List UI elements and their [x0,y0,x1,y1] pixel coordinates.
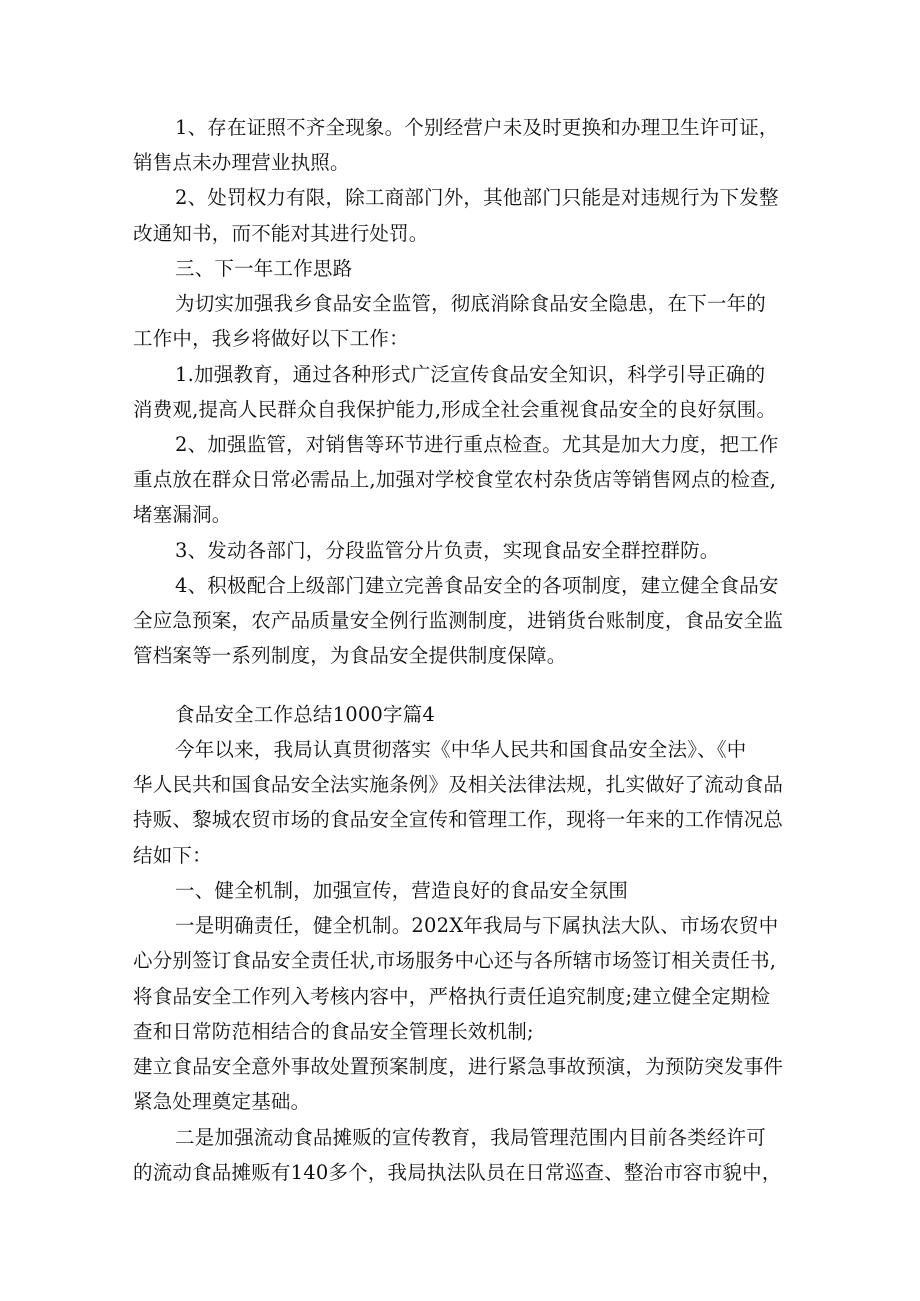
paragraph-line: 堵塞漏洞。 [133,503,232,526]
paragraph-line: 紧急处理奠定基础。 [133,1090,311,1113]
paragraph-line: 2、处罚权力有限，除工商部门外，其他部门只能是对违规行为下发整 [175,186,779,209]
paragraph-line: 1.加强教育，通过各种形式广泛宣传食品安全知识，科学引导正确的 [175,363,766,386]
paragraph-line: 查和日常防范相结合的食品安全管理长效机制; [133,1020,534,1043]
paragraph-line: 销售点未办理营业执照。 [133,151,350,174]
paragraph-line: 心分别签订食品安全责任状,市场服务中心还与各所辖市场签订相关责任书, [133,949,777,972]
paragraph-line: 3、发动各部门，分段监管分片负责，实现食品安全群控群防。 [175,539,720,562]
paragraph-line: 二是加强流动食品摊贩的宣传教育，我局管理范围内目前各类经许可 [175,1126,767,1149]
paragraph-line: 持贩、黎城农贸市场的食品安全宣传和管理工作，现将一年来的工作情况总 [133,808,784,831]
paragraph-line: 为切实加强我乡食品安全监管，彻底消除食品安全隐患，在下一年的 [175,292,767,315]
paragraph-line: 的流动食品摊贩有140多个，我局执法队员在日常巡查、整治市容市貌中， [133,1161,782,1184]
paragraph-line: 2、加强监管，对销售等环节进行重点检查。尤其是加大力度，把工作 [175,433,779,456]
paragraph-line: 华人民共和国食品安全法实施条例》及相关法律法规，扎实做好了流动食品 [133,773,784,796]
paragraph-line: 将食品安全工作列入考核内容中，严格执行责任追究制度;建立健全定期检 [133,985,771,1008]
article-title: 食品安全工作总结1000字篇4 [175,703,436,726]
section-heading: 一、健全机制，加强宣传，营造良好的食品安全氛围 [175,879,629,902]
paragraph-line: 今年以来，我局认真贯彻落实《中华人民共和国食品安全法》、《中 [175,738,747,761]
paragraph-line: 消费观,提高人民群众自我保护能力,形成全社会重视食品安全的良好氛围。 [133,398,777,421]
paragraph-line: 改通知书，而不能对其进行处罚。 [133,222,429,245]
section-heading: 三、下一年工作思路 [175,257,353,280]
paragraph-line: 重点放在群众日常必需品上,加强对学校食堂农村杂货店等销售网点的检查, [133,468,777,491]
paragraph-line: 1、存在证照不齐全现象。个别经营户未及时更换和办理卫生许可证， [175,116,779,139]
paragraph-line: 结如下： [133,844,212,867]
paragraph-line: 一是明确责任，健全机制。202X年我局与下属执法大队、市场农贸中 [175,914,779,937]
paragraph-line: 4、积极配合上级部门建立完善食品安全的各项制度，建立健全食品安 [175,574,779,597]
paragraph-line: 建立食品安全意外事故处置预案制度，进行紧急事故预演，为预防突发事件 [133,1055,784,1078]
paragraph-line: 全应急预案，农产品质量安全例行监测制度，进销货台账制度，食品安全监 [133,609,784,632]
paragraph-line: 工作中，我乡将做好以下工作： [133,327,409,350]
paragraph-line: 管档案等一系列制度，为食品安全提供制度保障。 [133,644,567,667]
